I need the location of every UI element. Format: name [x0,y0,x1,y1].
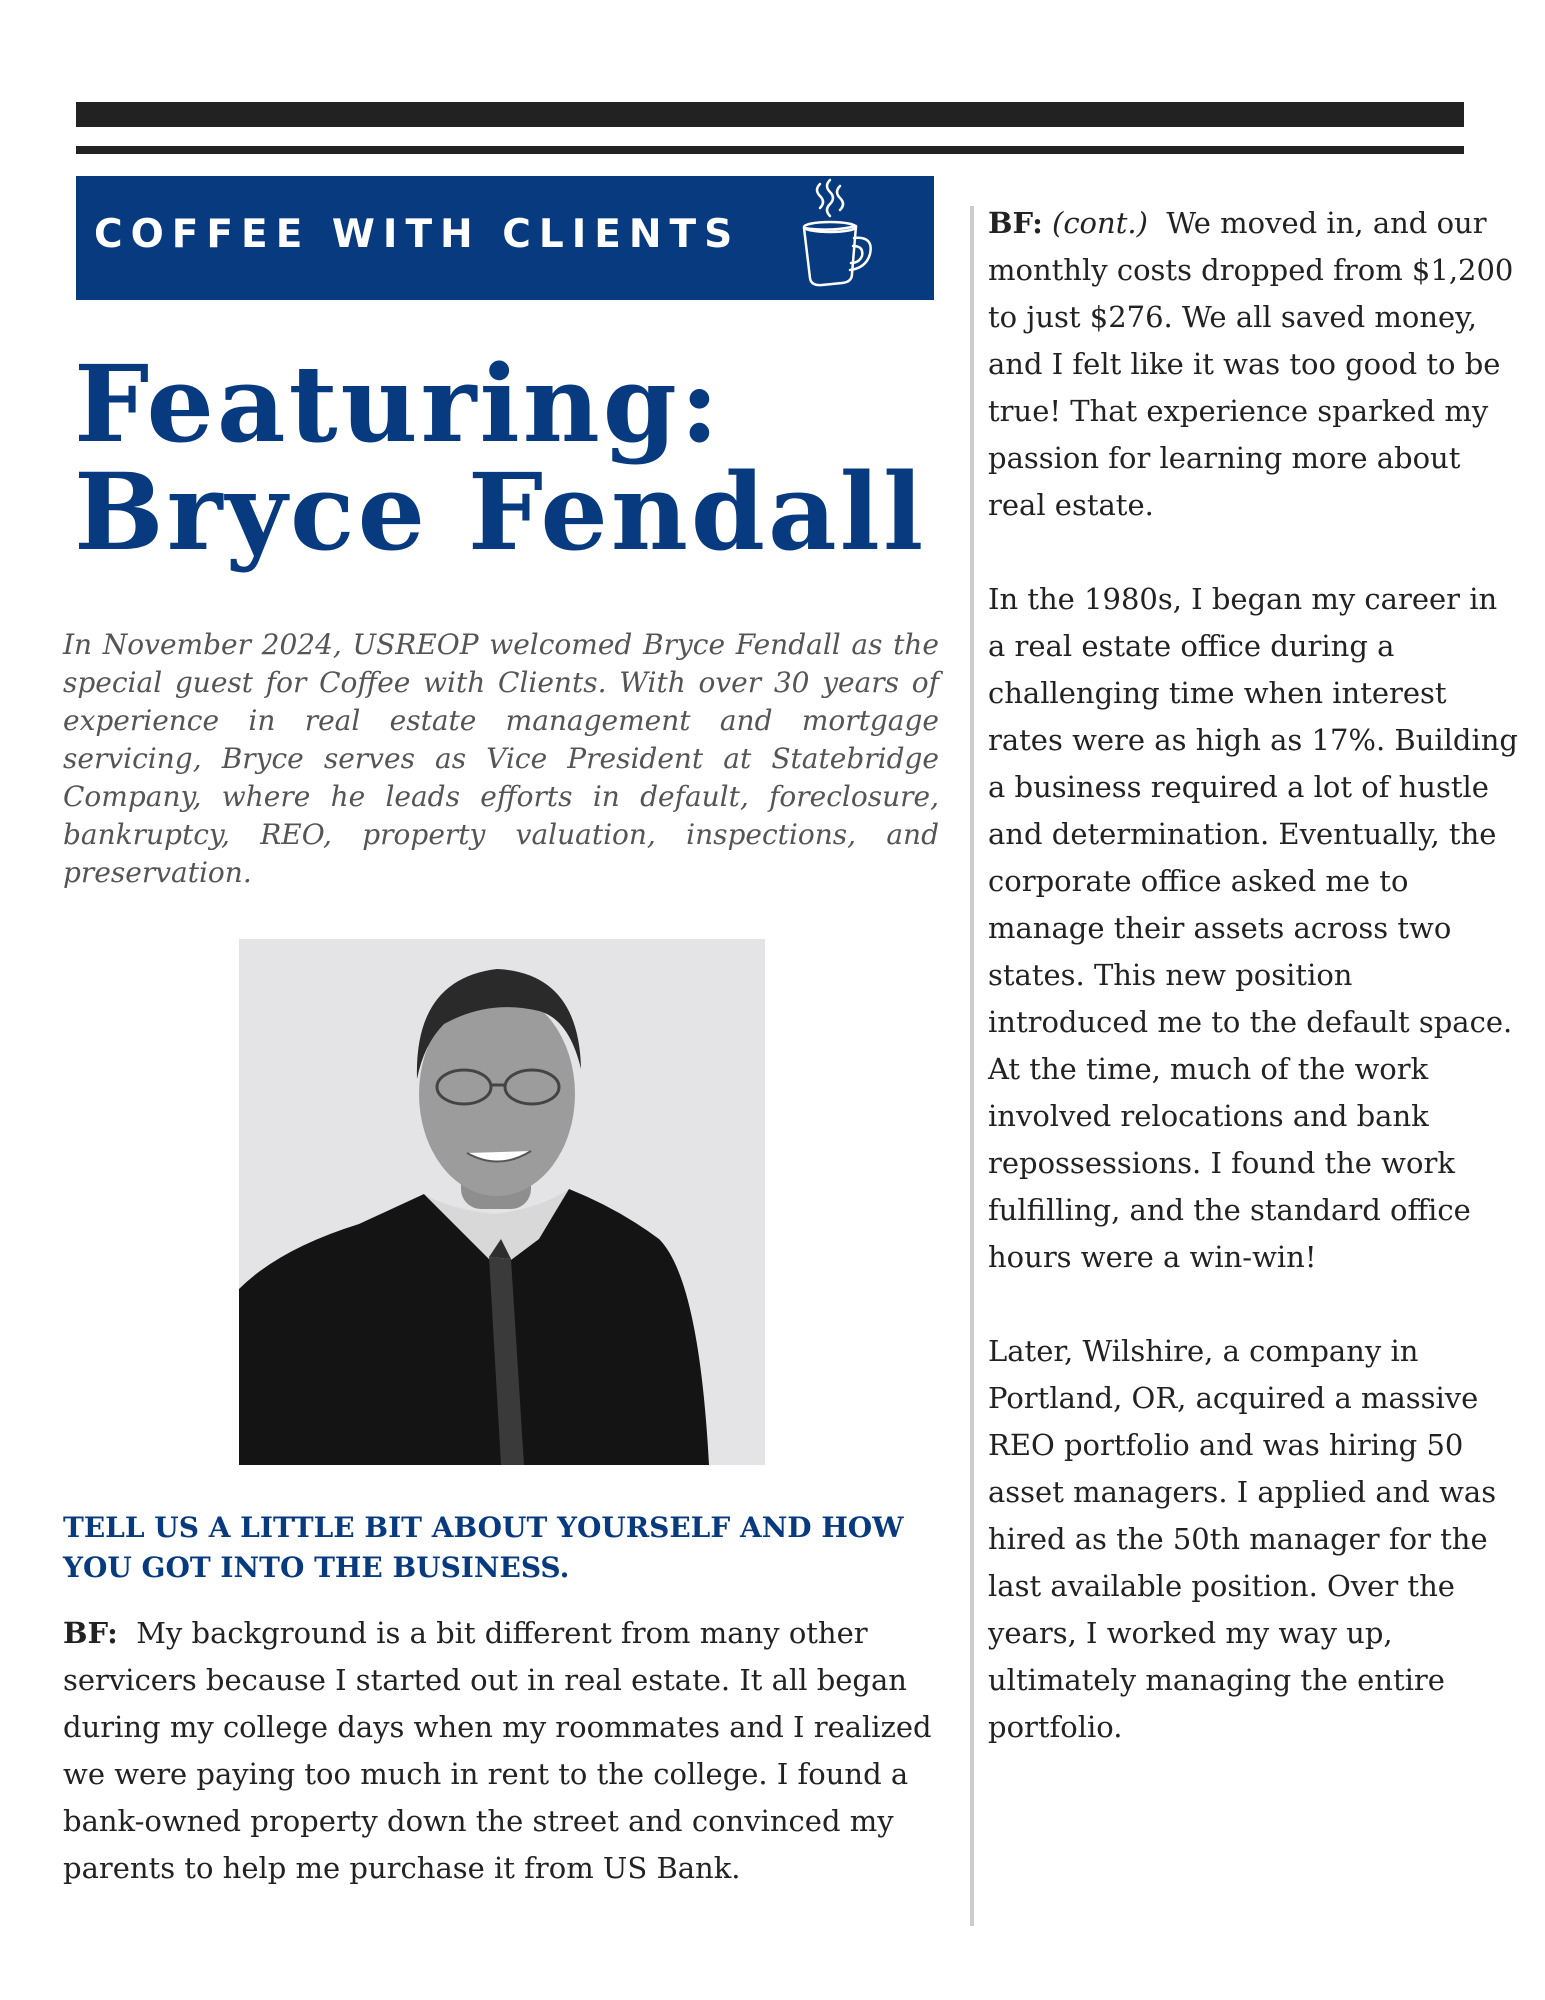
banner-title: COFFEE WITH CLIENTS [94,212,741,257]
section-banner [76,176,934,300]
right-column [988,200,1518,1798]
feature-title-line1: Featuring: [74,341,723,466]
header-rule-thin [76,146,1464,154]
header-rule-thick [76,102,1464,127]
continuation-paragraph-3: Later, Wilshire, a company in Portland, OR, acquired a massive REO portfolio and was hiring 50 asset managers. I applied and was hired as the 50th manager for the last available position. Over the years, I worked my way up, ultimately managing the entire portfolio. [988,1334,1497,1744]
feature-title [74,341,927,574]
speaker-label-cont: BF: [988,206,1043,240]
column-divider [970,206,974,1926]
speaker-label: BF: [63,1616,118,1650]
continuation-paragraph-1 [988,200,1518,529]
answer-text: My background is a bit different from many other servicers because I started out in real estate. It all began during my college days when my roommates and I realized we were paying too much in rent to the college. I found a bank-owned property down the street and convinced my parents to help me purchase it from US Bank. [63,1616,932,1885]
continuation-paragraph-2: In the 1980s, I began my career in a real estate office during a challenging time when interest rates were as high as 17%. Building a business required a lot of hustle and determination. Eventually, the corporate office asked me to manage their assets across two states. This new position introduced me to the default space. At the time, much of the work involved relocations and bank repossessions. I found the work fulfilling, and the standard office hours were a win-win! [988,582,1519,1274]
cont-label: (cont.) [1052,206,1148,240]
feature-title-line2: Bryce Fendall [74,449,927,574]
coffee-mug-icon [780,176,880,292]
interview-question: TELL US A LITTLE BIT ABOUT YOURSELF AND HOW YOU GOT INTO THE BUSINESS. [63,1511,904,1584]
intro-paragraph: In November 2024, USREOP welcomed Bryce Fendall as the special guest for Coffee with Clients. With over 30 years of experience in real estate management and mortgage servicing, Bryce serves as Vice President at Statebridge Company, where he leads efforts in default, foreclosure, bankruptcy, REO, property valuation, inspections, and preservation. [63,628,939,889]
portrait-photo [239,939,765,1465]
answer-paragraph [63,1610,963,1892]
continuation-text-1: We moved in, and our monthly costs dropped from $1,200 to just $276. We all saved money, and I felt like it was too good to be true! That experience sparked my passion for learning more about real estate. [988,206,1514,522]
